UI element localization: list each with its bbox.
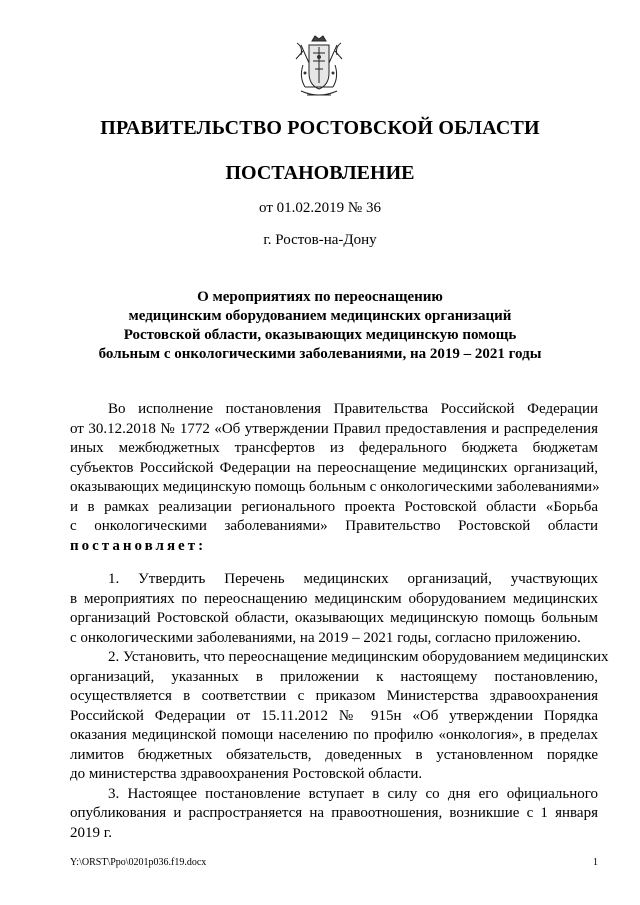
text-line: оказания медицинской помощи населению по профилю «онкология», в пределах [70, 727, 598, 743]
text-line: 2. Установить, что переоснащение медицинским оборудованием медицинских [108, 649, 609, 665]
file-path: Y:\ORST\Ppo\0201p036.f19.docx [70, 857, 207, 868]
text-line: лимитов бюджетных обязательств, доведенных в установленном порядке [70, 746, 598, 763]
text-line: субъектов Российской Федерации на переоснащение медицинских организаций, [70, 459, 598, 476]
text-line: 3. Настоящее постановление вступает в силу со дня его официального [108, 785, 598, 802]
text-line: 1. Утвердить Перечень медицинских организаций, участвующих [108, 571, 598, 587]
text-line: оказывающих медицинскую помощь больным с онкологическими заболеваниями» [70, 479, 600, 495]
text-line: организаций, указанных в приложении к настоящему постановлению, [70, 668, 598, 685]
decree-title [70, 288, 570, 364]
date-number: от 01.02.2019 № 36 [259, 200, 381, 216]
resolves-word: постановляет: [70, 537, 207, 554]
text-line: опубликования и распространяется на правоотношения, возникшие с 1 января [70, 805, 598, 821]
decree-items [70, 570, 609, 843]
page-number: 1 [593, 857, 598, 868]
title-line: медицинским оборудованием медицинских организаций [128, 308, 512, 324]
text-line: и в рамках реализации регионального проекта Ростовской области «Борьба [70, 498, 598, 515]
text-line: Российской Федерации от 15.11.2012 № 915н «Об утверждении Порядка [70, 707, 598, 724]
document-type: ПОСТАНОВЛЕНИЕ [225, 162, 415, 184]
title-line: Ростовской области, оказывающих медицинскую помощь [123, 327, 517, 343]
text-line: организаций Ростовской области, оказывающих медицинскую помощь больным [70, 610, 598, 626]
coat-of-arms-icon [293, 33, 345, 103]
city: г. Ростов-на-Дону [263, 232, 377, 248]
text-line: от 30.12.2018 № 1772 «Об утверждении Правил предоставления и распределения [70, 420, 598, 437]
text-line: с онкологическими заболеваниями» Правительство Ростовской области [70, 518, 598, 534]
preamble [70, 400, 598, 556]
text-line: до министерства здравоохранения Ростовской области. [70, 766, 423, 782]
text-line: с онкологическими заболеваниями, на 2019 – 2021 годы, согласно приложению. [70, 629, 581, 646]
title-line: О мероприятиях по переоснащению [197, 289, 443, 305]
text-line: 2019 г. [70, 824, 112, 841]
title-line: больным с онкологическими заболеваниями, на 2019 – 2021 годы [98, 346, 542, 362]
text-line: Во исполнение постановления Правительства Российской Федерации [108, 401, 598, 417]
text-line: осуществляется в соответствии с приказом Министерства здравоохранения [70, 688, 598, 704]
text-line: в мероприятиях по переоснащению медицинским оборудованием медицинских [70, 590, 598, 607]
government-name: ПРАВИТЕЛЬСТВО РОСТОВСКОЙ ОБЛАСТИ [100, 117, 540, 139]
text-line: иных межбюджетных трансфертов из федерального бюджета бюджетам [70, 440, 598, 456]
